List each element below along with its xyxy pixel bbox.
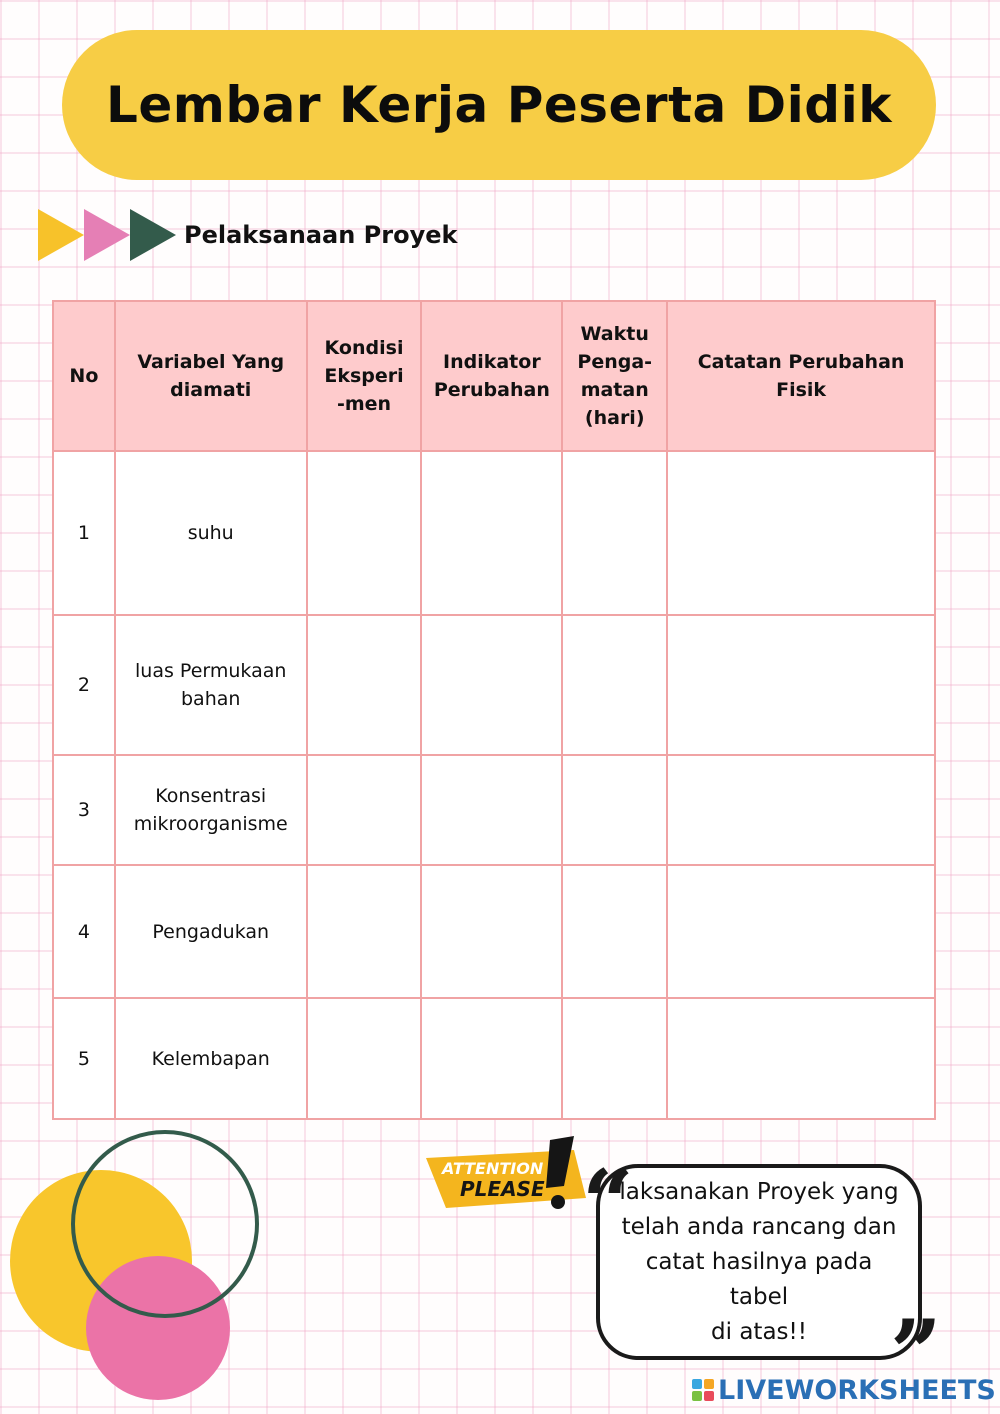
section-header (38, 208, 457, 262)
table-row (53, 865, 935, 998)
notes-input-cell[interactable] (667, 998, 935, 1119)
row-variable: suhu (115, 451, 307, 615)
section-title: Pelaksanaan Proyek (184, 221, 458, 249)
indicator-input-cell[interactable] (421, 998, 562, 1119)
notes-input-cell[interactable] (667, 451, 935, 615)
time-input-cell[interactable] (562, 615, 667, 755)
indicator-input-cell[interactable] (421, 865, 562, 998)
time-input-cell[interactable] (562, 998, 667, 1119)
condition-input-cell[interactable] (307, 755, 422, 865)
condition-input-cell[interactable] (307, 451, 422, 615)
liveworksheets-logo (692, 1374, 996, 1406)
row-number: 3 (53, 755, 115, 865)
row-number: 2 (53, 615, 115, 755)
row-number: 5 (53, 998, 115, 1119)
table-row (53, 451, 935, 615)
row-variable: Pengadukan (115, 865, 307, 998)
condition-input-cell[interactable] (307, 865, 422, 998)
header-variable: Variabel Yang diamati (115, 301, 307, 451)
indicator-input-cell[interactable] (421, 451, 562, 615)
attention-text: ATTENTION (442, 1159, 544, 1178)
title-banner (62, 30, 936, 180)
attention-please-sticker (424, 1136, 594, 1218)
instruction-text: laksanakan Proyek yang telah anda rancang dan catat hasilnya pada tabel di atas!! (619, 1178, 899, 1345)
header-notes: Catatan Perubahan Fisik (667, 301, 935, 451)
indicator-input-cell[interactable] (421, 755, 562, 865)
time-input-cell[interactable] (562, 865, 667, 998)
row-variable: Kelembapan (115, 998, 307, 1119)
time-input-cell[interactable] (562, 451, 667, 615)
header-indicator: Indikator Perubahan (421, 301, 562, 451)
header-no: No (53, 301, 115, 451)
table-header-row (53, 301, 935, 451)
page-title: Lembar Kerja Peserta Didik (106, 76, 892, 134)
table-row (53, 998, 935, 1119)
indicator-input-cell[interactable] (421, 615, 562, 755)
triangle-yellow-icon (38, 209, 84, 261)
triangle-pink-icon (84, 209, 130, 261)
decorative-green-ring (71, 1130, 259, 1318)
time-input-cell[interactable] (562, 755, 667, 865)
notes-input-cell[interactable] (667, 865, 935, 998)
table-row (53, 755, 935, 865)
observation-table (52, 300, 936, 1120)
notes-input-cell[interactable] (667, 755, 935, 865)
table-row (53, 615, 935, 755)
row-number: 1 (53, 451, 115, 615)
row-variable: luas Permukaan bahan (115, 615, 307, 755)
header-time: Waktu Penga- matan (hari) (562, 301, 667, 451)
notes-input-cell[interactable] (667, 615, 935, 755)
brand-text: LIVEWORKSHEETS (718, 1374, 996, 1406)
row-variable: Konsentrasi mikroorganisme (115, 755, 307, 865)
condition-input-cell[interactable] (307, 998, 422, 1119)
header-condition: Kondisi Eksperi -men (307, 301, 422, 451)
open-quote-icon: “ (582, 1150, 634, 1256)
close-quote-icon: ” (890, 1300, 942, 1406)
triangle-green-icon (130, 209, 176, 261)
row-number: 4 (53, 865, 115, 998)
liveworksheets-logo-icon (692, 1379, 714, 1401)
condition-input-cell[interactable] (307, 615, 422, 755)
instruction-note (596, 1164, 922, 1360)
please-text: PLEASE (460, 1177, 545, 1201)
